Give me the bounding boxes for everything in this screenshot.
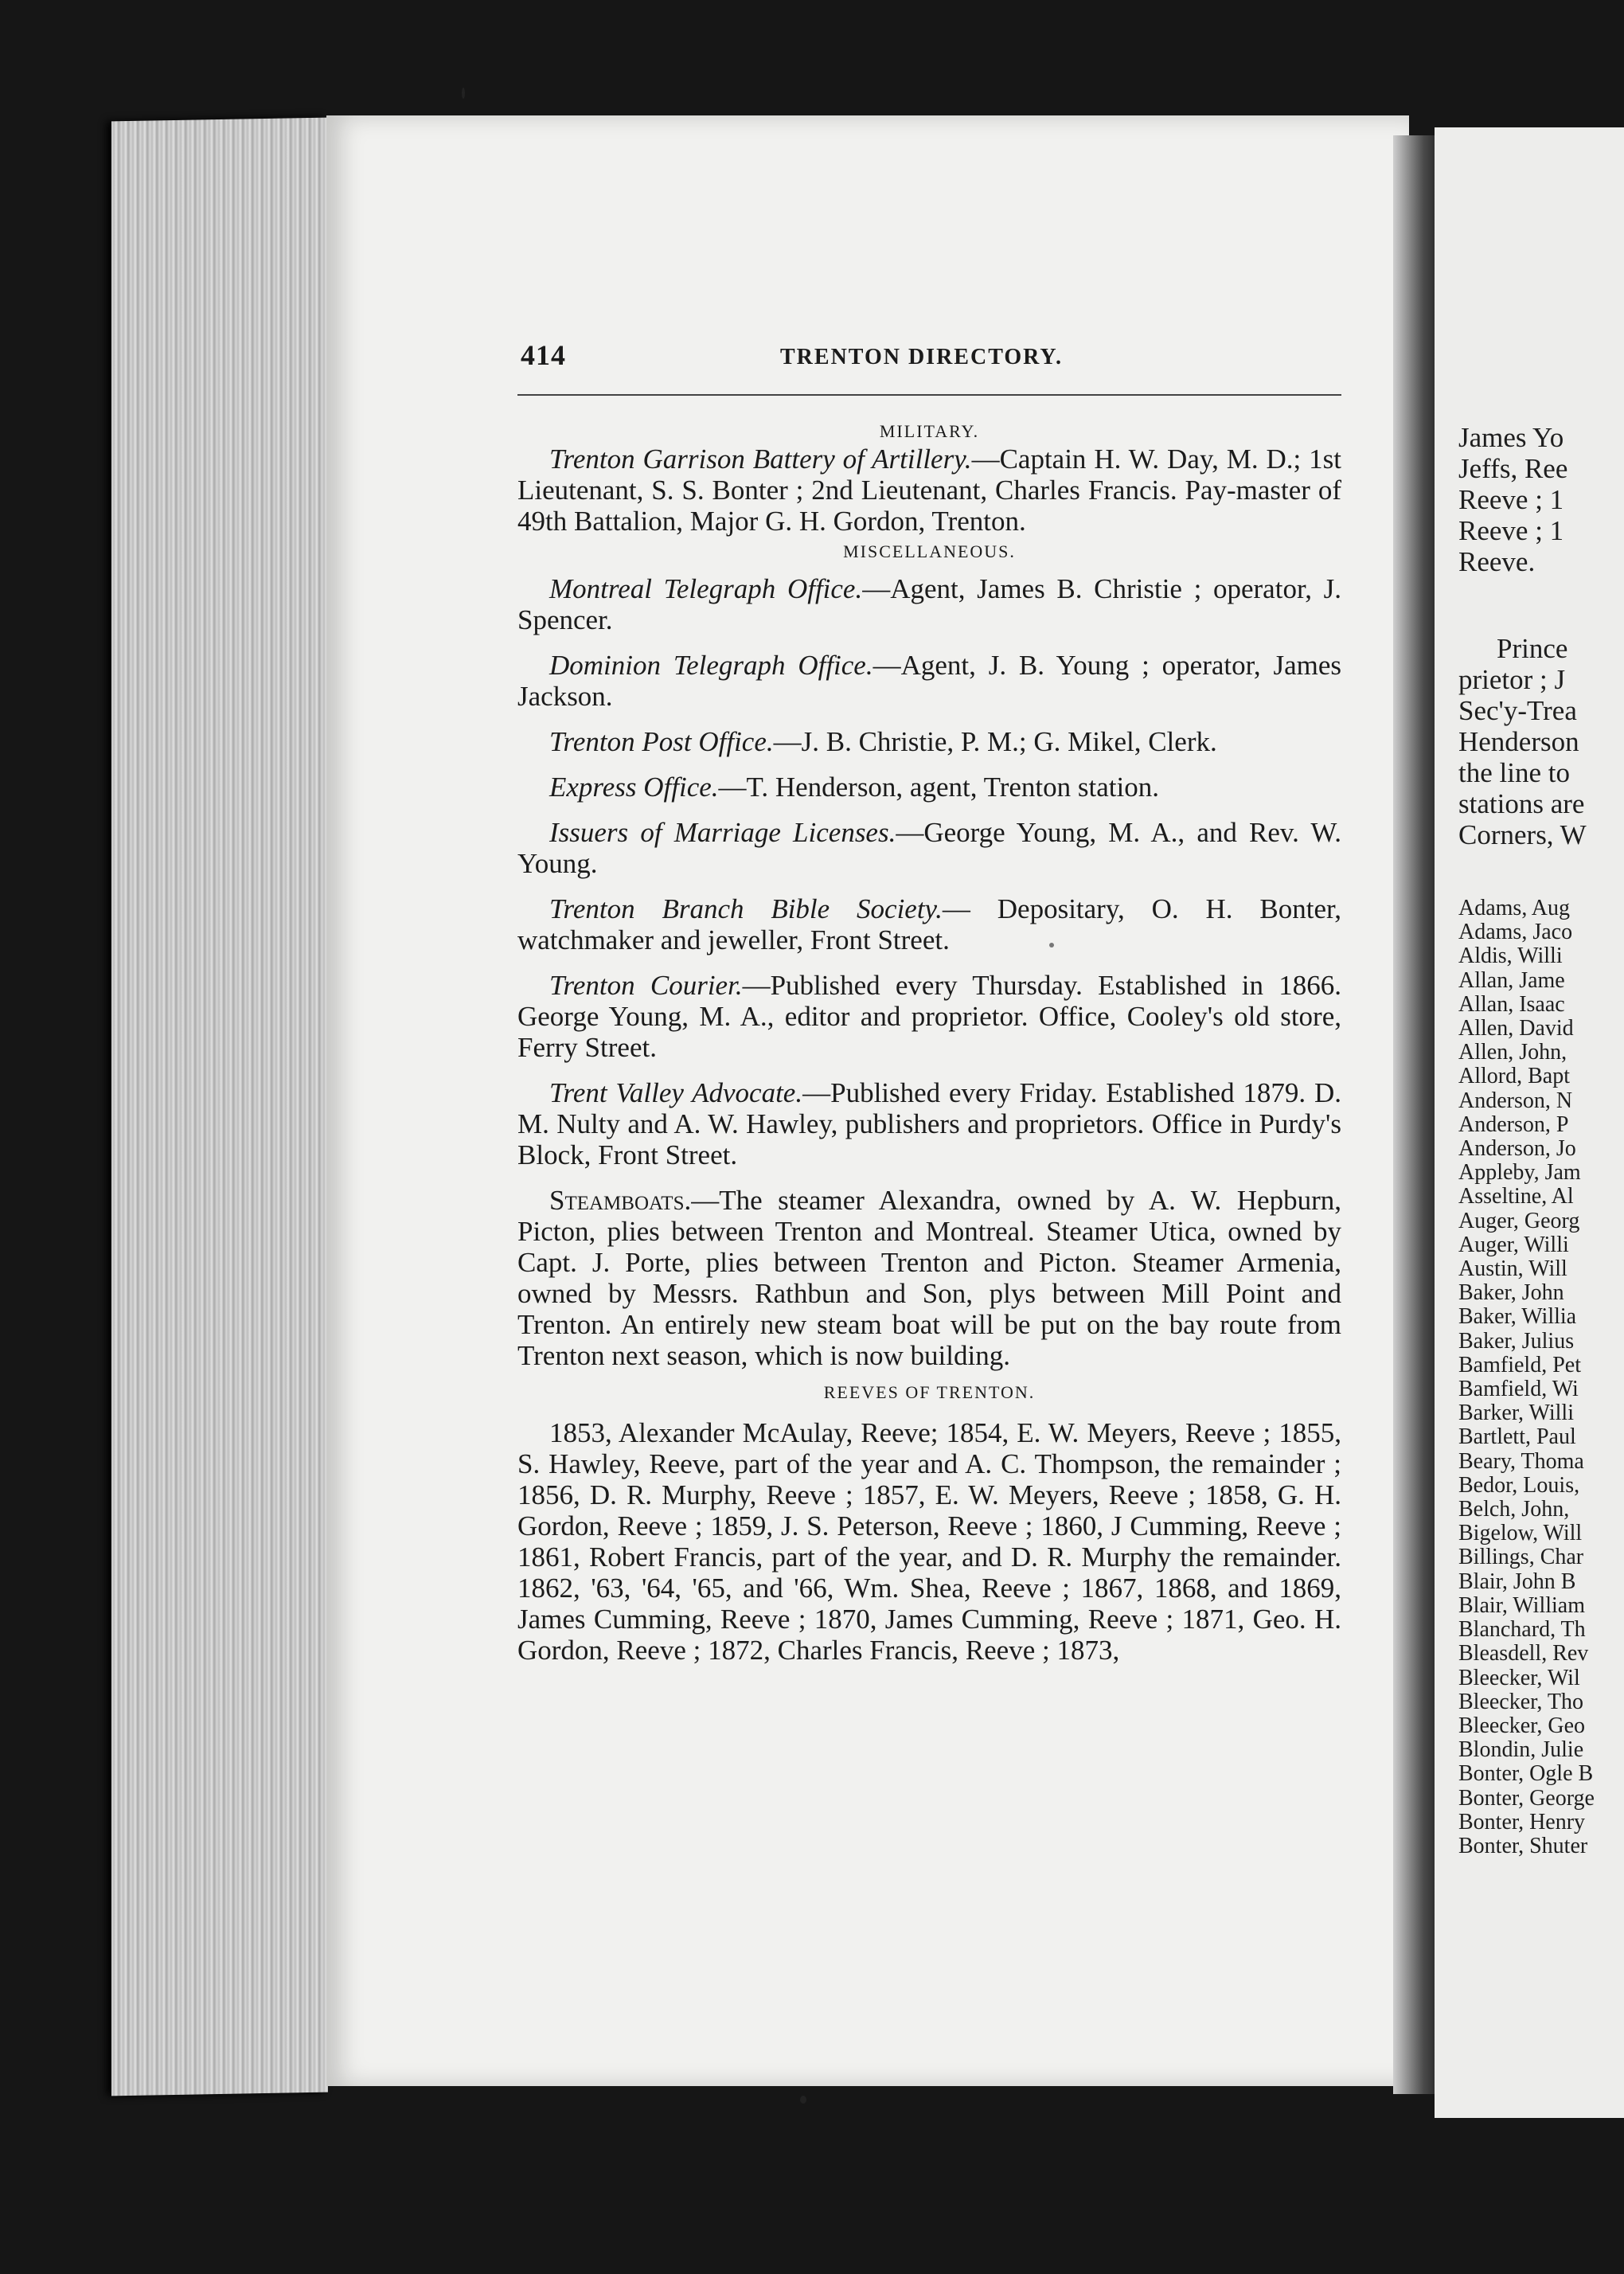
directory-name-entry: Adams, Jaco xyxy=(1458,920,1573,945)
directory-name-entry: Anderson, P xyxy=(1458,1112,1569,1137)
directory-name-entry: Bleecker, Tho xyxy=(1458,1689,1583,1714)
directory-name-entry: Auger, Georg xyxy=(1458,1208,1580,1233)
directory-name-entry: Appleby, Jam xyxy=(1458,1160,1581,1186)
misc-entry-dominion-telegraph: Dominion Telegraph Office.—Agent, J. B. Young ; operator, James Jackson. xyxy=(517,650,1341,712)
right-page-text-line: prietor ; J xyxy=(1458,664,1566,695)
film-speck xyxy=(800,2096,806,2104)
directory-name-entry: Allan, Jame xyxy=(1458,967,1565,993)
directory-name-entry: Adams, Aug xyxy=(1458,896,1570,920)
directory-name-entry: Barker, Willi xyxy=(1458,1401,1574,1426)
right-page-text-line: stations are xyxy=(1458,788,1585,819)
right-page xyxy=(1435,127,1624,2118)
right-page-text-line: Henderson xyxy=(1458,726,1579,757)
misc-entry-trent-valley-advocate: Trent Valley Advocate.—Published every Friday. Established 1879. D. M. Nulty and A. W. Hawley, publishers and proprietors. Office in Purdy's Block, Front Street. xyxy=(517,1077,1341,1170)
directory-name-entry: Bonter, Ogle B xyxy=(1458,1761,1594,1787)
directory-name-entry: Allen, David xyxy=(1458,1016,1574,1041)
right-page-text-line: Reeve ; 1 xyxy=(1458,515,1564,546)
directory-name-entry: Bleecker, Wil xyxy=(1458,1665,1580,1690)
directory-name-entry: Bonter, Henry xyxy=(1458,1809,1586,1834)
directory-name-entry: Baker, Willia xyxy=(1458,1304,1577,1330)
directory-name-entry: Allan, Isaac xyxy=(1458,991,1565,1017)
misc-entry-bible-society: Trenton Branch Bible Society.— Depositary, O. H. Bonter, watchmaker and jeweller, Front Street. xyxy=(517,893,1341,955)
directory-name-entry: Blondin, Julie xyxy=(1458,1737,1584,1763)
reeves-of-trenton-text: 1853, Alexander McAulay, Reeve; 1854, E. W. Meyers, Reeve ; 1855, S. Hawley, Reeve, part of the year and A. C. Thompson, the remainder ; 1856, D. R. Murphy, Reeve ; 1857, E. W. Meyers, Reeve ; 1858, G. H. Gordon, Reeve ; 1859, J. S. Peterson, Reeve ; 1860, J Cumming, Reeve ; 1861, Robert Francis, part of the year, and D. R. Murphy the remainder. 1862, '63, '64, '65, and '66, Wm. Shea, Reeve ; 1867, 1868, and 1869, James Cumming, Reeve ; 1870, James Cumming, Reeve ; 1871, Geo. H. Gordon, Reeve ; 1872, Charles Francis, Reeve ; 1873, xyxy=(517,1417,1341,1666)
directory-name-entry: Anderson, N xyxy=(1458,1088,1573,1113)
right-page-railway-text xyxy=(1458,633,1624,850)
right-page-text-line: Reeve ; 1 xyxy=(1458,484,1564,515)
directory-name-entry: Auger, Willi xyxy=(1458,1232,1569,1257)
miscellaneous-heading: MISCELLANEOUS. xyxy=(843,541,1016,561)
directory-name-entry: Austin, Will xyxy=(1458,1256,1567,1282)
directory-name-entry: Bigelow, Will xyxy=(1458,1521,1583,1546)
reeves-heading: REEVES OF TRENTON. xyxy=(823,1382,1036,1402)
directory-name-entry: Blanchard, Th xyxy=(1458,1617,1586,1643)
misc-entry-trenton-courier: Trenton Courier.—Published every Thursday. Established in 1866. George Young, M. A., editor and proprietor. Office, Cooley's old store, Ferry Street. xyxy=(517,970,1341,1063)
page-414-content xyxy=(517,338,1341,1680)
misc-entry-montreal-telegraph: Montreal Telegraph Office.—Agent, James B. Christie ; operator, J. Spencer. xyxy=(517,573,1341,635)
directory-name-entry: Bonter, Shuter xyxy=(1458,1833,1588,1858)
military-battery-entry: Trenton Garrison Battery of Artillery.—Captain H. W. Day, M. D.; 1st Lieutenant, S. S. Bonter ; 2nd Lieutenant, Charles Francis. Pay-master of 49th Battalion, Major G. H. Gordon, Trenton. xyxy=(517,443,1341,537)
directory-name-entry: Allord, Bapt xyxy=(1458,1064,1570,1089)
military-heading: MILITARY. xyxy=(879,421,980,441)
directory-name-entry: Bonter, George xyxy=(1458,1785,1595,1811)
right-page-text-line: Corners, W xyxy=(1458,819,1587,850)
directory-name-entry: Aldis, Willi xyxy=(1458,944,1563,969)
right-page-name-list xyxy=(1458,897,1624,1858)
misc-entry-steamboats: Steamboats.—The steamer Alexandra, owned by A. W. Hepburn, Picton, plies between Trenton and Montreal. Steamer Utica, owned by Capt. J. Porte, plies between Trenton and Picton. Steamer Armenia, owned by Messrs. Rathbun and Son, plys between Mill Point and Trenton. An entirely new steam boat will be put on the bay route from Trenton next season, which is now building. xyxy=(517,1185,1341,1371)
right-page-text-line: Jeffs, Ree xyxy=(1458,453,1568,484)
right-page-column xyxy=(1458,422,1624,1858)
right-page-text-line: the line to xyxy=(1458,757,1570,788)
directory-name-entry: Belch, John, xyxy=(1458,1497,1570,1522)
page-number: 414 xyxy=(521,339,566,371)
directory-name-entry: Beary, Thoma xyxy=(1458,1448,1584,1474)
directory-name-entry: Baker, Julius xyxy=(1458,1328,1575,1354)
directory-name-entry: Bedor, Louis, xyxy=(1458,1472,1580,1498)
right-page-text-line: Prince xyxy=(1497,633,1568,664)
running-title: TRENTON DIRECTORY. xyxy=(780,345,1064,369)
directory-name-entry: Blair, John B xyxy=(1458,1569,1576,1594)
misc-entry-post-office: Trenton Post Office.—J. B. Christie, P. M.; G. Mikel, Clerk. xyxy=(549,726,1217,757)
directory-name-entry: Anderson, Jo xyxy=(1458,1136,1576,1162)
directory-name-entry: Bamfield, Wi xyxy=(1458,1377,1579,1402)
directory-name-entry: Allen, John, xyxy=(1458,1040,1567,1065)
directory-name-entry: Baker, John xyxy=(1458,1280,1564,1306)
running-head xyxy=(517,338,1341,396)
directory-name-entry: Billings, Char xyxy=(1458,1545,1584,1570)
directory-name-entry: Bleasdell, Rev xyxy=(1458,1641,1589,1666)
book-page-edges xyxy=(111,118,328,2096)
film-speck xyxy=(462,88,465,99)
right-page-text-line: Reeve. xyxy=(1458,546,1536,577)
misc-entry-express-office: Express Office.—T. Henderson, agent, Trenton station. xyxy=(549,772,1159,803)
right-page-text-line: James Yo xyxy=(1458,422,1564,453)
right-page-top-text xyxy=(1458,422,1624,577)
right-page-text-line: Sec'y-Trea xyxy=(1458,695,1577,726)
directory-name-entry: Blair, William xyxy=(1458,1592,1585,1618)
directory-name-entry: Bamfield, Pet xyxy=(1458,1352,1581,1377)
directory-name-entry: Bleecker, Geo xyxy=(1458,1713,1586,1738)
directory-name-entry: Bartlett, Paul xyxy=(1458,1424,1576,1450)
directory-name-entry: Asseltine, Al xyxy=(1458,1184,1574,1209)
misc-entry-marriage-licenses: Issuers of Marriage Licenses.—George Young, M. A., and Rev. W. Young. xyxy=(517,817,1341,879)
